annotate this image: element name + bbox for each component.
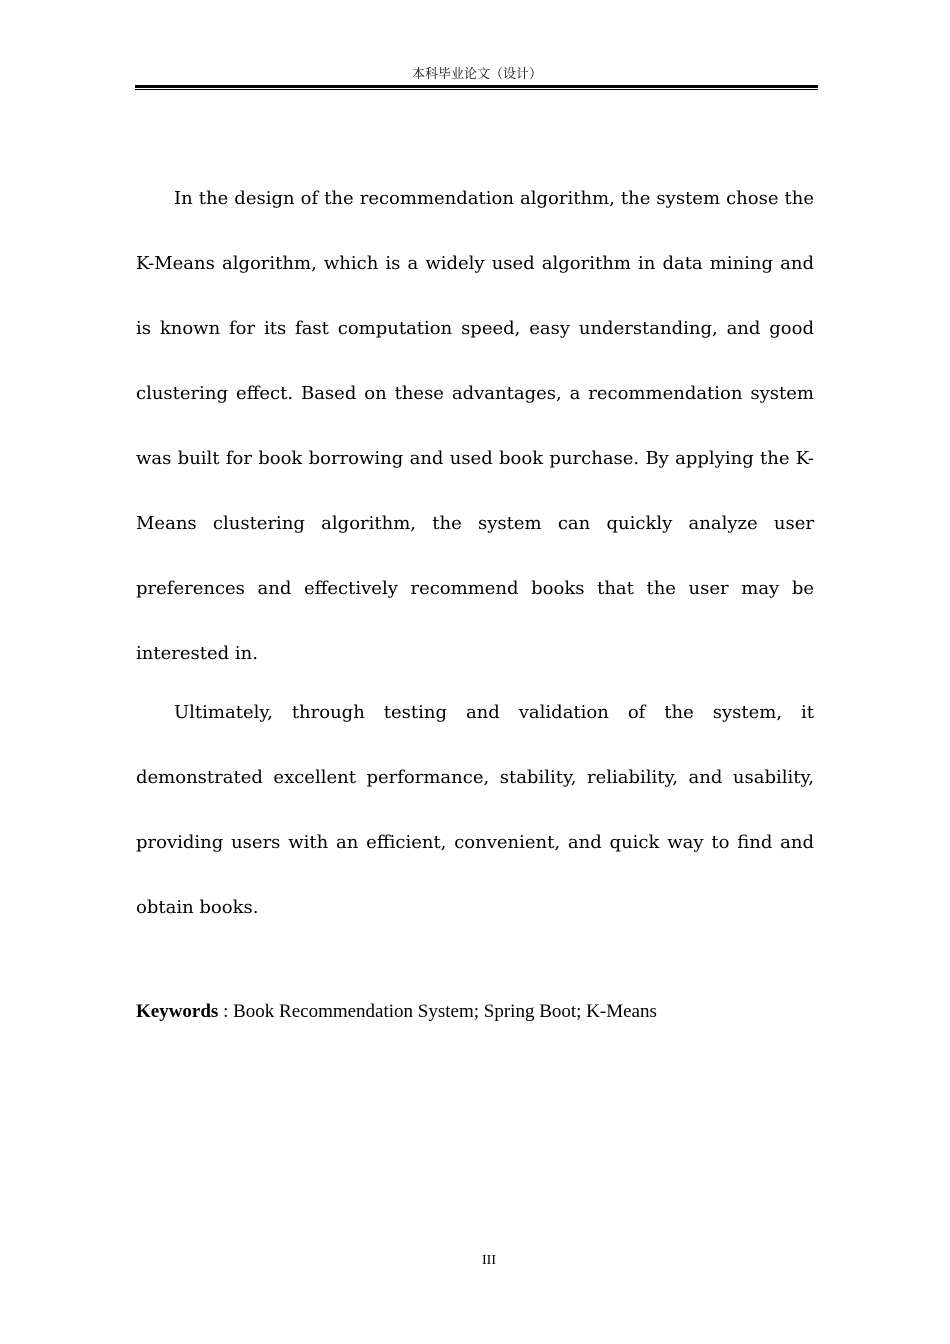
keywords-value: Book Recommendation System; Spring Boot; K-Means [233,1001,657,1022]
page-number: III [482,1253,496,1268]
keywords-line [136,1000,657,1024]
header-rule-thin [135,89,818,90]
body-paragraph-1: In the design of the recommendation algorithm, the system chose the K-Means algorithm, which is a widely used algorithm in data mining and is known for its fast computation speed, easy understanding, and good clustering effect. Based on these advantages, a recommendation system was built for book borrowing and used book purchase. By applying the K-Means clustering algorithm, the system can quickly analyze user preferences and effectively recommend books that the user may be interested in. [136,188,814,664]
keywords-label: Keywords [136,1001,219,1022]
header-rule [135,85,818,88]
body-paragraph-2: Ultimately, through testing and validation of the system, it demonstrated excellent performance, stability, reliability, and usability, providing users with an efficient, convenient, and quick way to find and obtain books. [136,702,814,918]
page-header-title: 本科毕业论文（设计） [411,67,542,82]
keywords-separator: : [218,1001,234,1022]
